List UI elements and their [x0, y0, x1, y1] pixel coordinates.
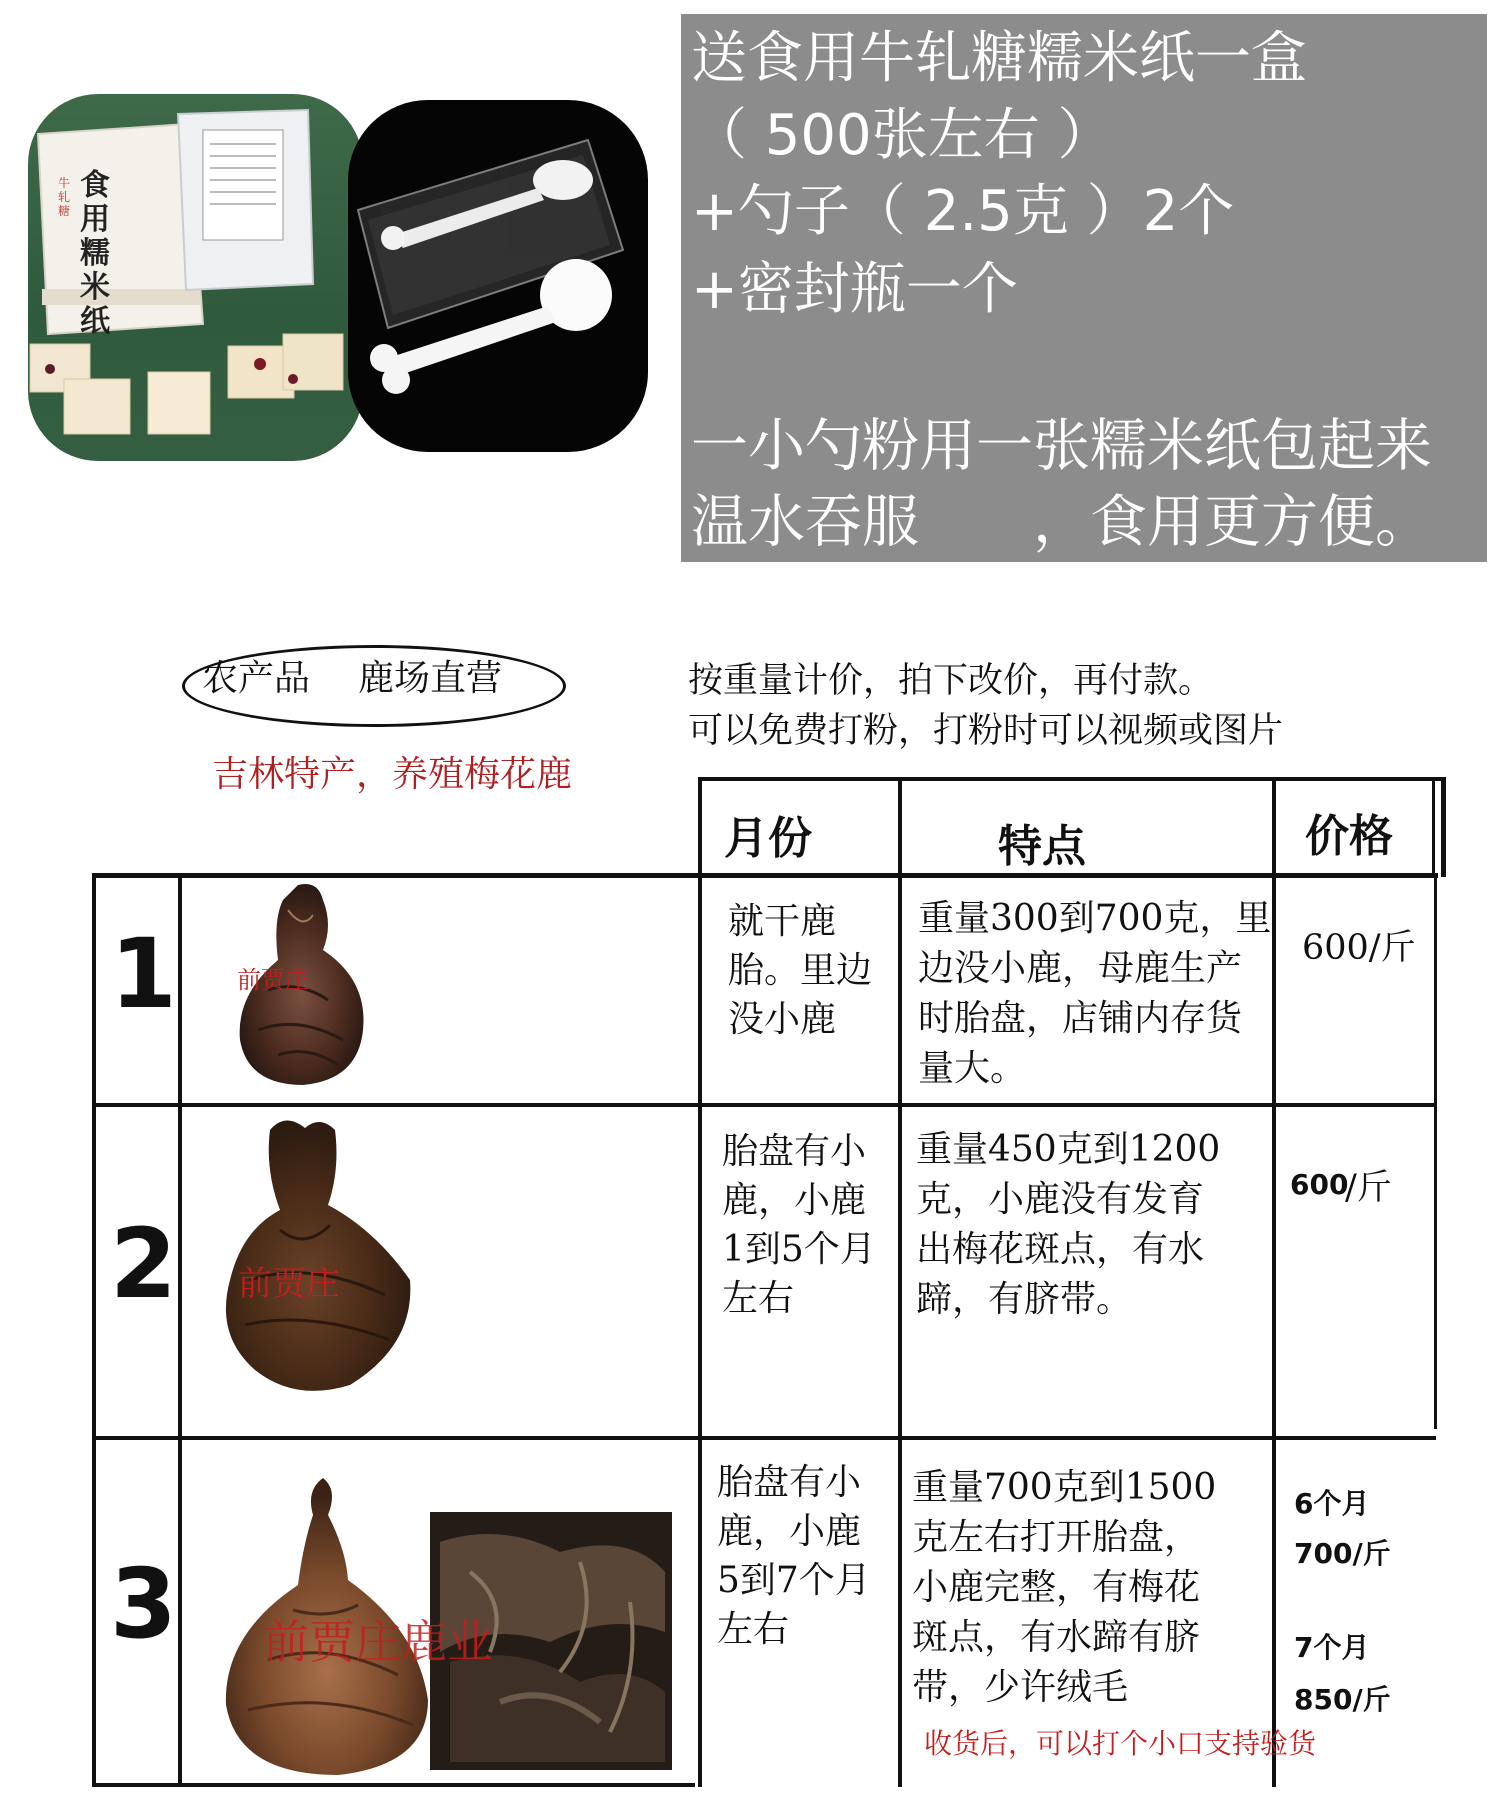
row-3-feature-4: 斑点，有水蹄有脐: [912, 1617, 1201, 1658]
table-border-top: [92, 873, 1438, 878]
product-photo: [28, 94, 363, 461]
gift-line-3: +勺子（ 2.5克 ）2个: [691, 179, 1235, 244]
row-2-month-3: 1到5个月: [722, 1229, 876, 1270]
row-2-feature-2: 克，小鹿没有发育: [916, 1179, 1205, 1220]
measuring-spoon-image: [348, 100, 648, 452]
rice-paper-package-image: [28, 94, 363, 461]
row-2-month-2: 鹿，小鹿: [722, 1180, 867, 1221]
table-border-left-inner: [178, 873, 182, 1787]
gift-line-4: +密封瓶一个: [691, 257, 1018, 322]
gift-line-1: 送食用牛轧糖糯米纸一盒: [691, 26, 1307, 91]
row-1-month-1: 就干鹿: [728, 901, 837, 942]
row-2-price-value: 600: [1290, 1168, 1349, 1201]
row-1-feature-1: 重量300到700克，里: [918, 898, 1272, 939]
package-brand: 牛轧糖: [58, 176, 71, 218]
row-1-month-2: 胎。里边: [728, 950, 873, 991]
row-3-feature-1: 重量700克到1500: [912, 1467, 1217, 1508]
row-2-month-1: 胎盘有小: [722, 1131, 867, 1172]
row-2-product-image: [210, 1110, 425, 1400]
spoon-photo: [348, 100, 648, 452]
row-2-watermark: 前贾庄: [238, 1264, 340, 1304]
row-3-price-3: 7个月: [1294, 1631, 1370, 1664]
header-border-top: [702, 777, 1445, 781]
gift-line-6: 温水吞服 ，食用更方便。: [691, 489, 1432, 555]
row-3-month-1: 胎盘有小: [717, 1462, 862, 1503]
row-3-price-2: 700/斤: [1294, 1537, 1391, 1570]
header-border-right-inner: [1432, 777, 1435, 877]
header-feature: 特点: [998, 821, 1086, 872]
header-border-right: [1441, 777, 1446, 877]
farm-tag-right: 鹿场直营: [358, 658, 503, 699]
table-border-left: [92, 873, 96, 1787]
row-1-feature-3: 时胎盘，店铺内存货: [918, 998, 1243, 1039]
col-line-right: [1434, 873, 1437, 1429]
row-sep-1: [92, 1103, 1436, 1107]
placenta-image: [210, 1110, 425, 1400]
header-month: 月份: [724, 813, 812, 864]
row-3-feature-3: 小鹿完整，有梅花: [912, 1567, 1201, 1608]
row-1-feature-4: 量大。: [918, 1048, 1027, 1089]
row-2-price-unit: /斤: [1345, 1168, 1392, 1208]
row-2-feature-4: 蹄，有脐带。: [916, 1279, 1133, 1320]
col-line-price: [1272, 777, 1276, 1787]
gift-line-5: 一小勺粉用一张糯米纸包起来: [691, 413, 1432, 479]
row-3-month-4: 左右: [717, 1609, 790, 1650]
col-line-month: [698, 777, 702, 1787]
row-1-feature-2: 边没小鹿，母鹿生产: [918, 948, 1243, 989]
row-1-month-3: 没小鹿: [728, 999, 837, 1040]
table-border-bottom: [92, 1783, 695, 1787]
row-3-watermark: 前贾庄鹿业: [263, 1615, 493, 1669]
row-3-number: 3: [110, 1548, 177, 1660]
row-3-month-2: 鹿，小鹿: [717, 1511, 862, 1552]
row-2-feature-3: 出梅花斑点，有水: [916, 1229, 1205, 1270]
package-label: 食用糯米纸: [80, 168, 110, 339]
row-1-number: 1: [110, 918, 177, 1030]
origin-text: 吉林特产，养殖梅花鹿: [212, 754, 573, 795]
row-2-month-4: 左右: [722, 1278, 795, 1319]
row-3-price-4: 850/斤: [1294, 1683, 1391, 1716]
row-2-feature-1: 重量450克到1200: [916, 1129, 1221, 1170]
row-3-feature-5: 带，少许绒毛: [912, 1667, 1129, 1708]
row-sep-2: [92, 1436, 1436, 1440]
row-3-price-1: 6个月: [1294, 1487, 1370, 1520]
row-2-number: 2: [110, 1208, 177, 1320]
row-1-price: 600/斤: [1302, 928, 1416, 968]
row-1-watermark: 前贾庄: [237, 966, 309, 994]
farm-tag-left: 农产品: [202, 658, 311, 699]
pricing-note-1: 按重量计价，拍下改价，再付款。: [688, 661, 1214, 701]
pricing-note-2: 可以免费打粉，打粉时可以视频或图片: [688, 711, 1284, 751]
header-price: 价格: [1305, 811, 1393, 862]
col-line-feature: [898, 777, 902, 1787]
inspection-note: 收货后，可以打个小口支持验货: [924, 1727, 1317, 1760]
row-3-month-3: 5到7个月: [717, 1560, 871, 1601]
gift-line-2: （ 500张左右 ）: [691, 103, 1114, 168]
row-3-feature-2: 克左右打开胎盘，: [912, 1517, 1201, 1558]
